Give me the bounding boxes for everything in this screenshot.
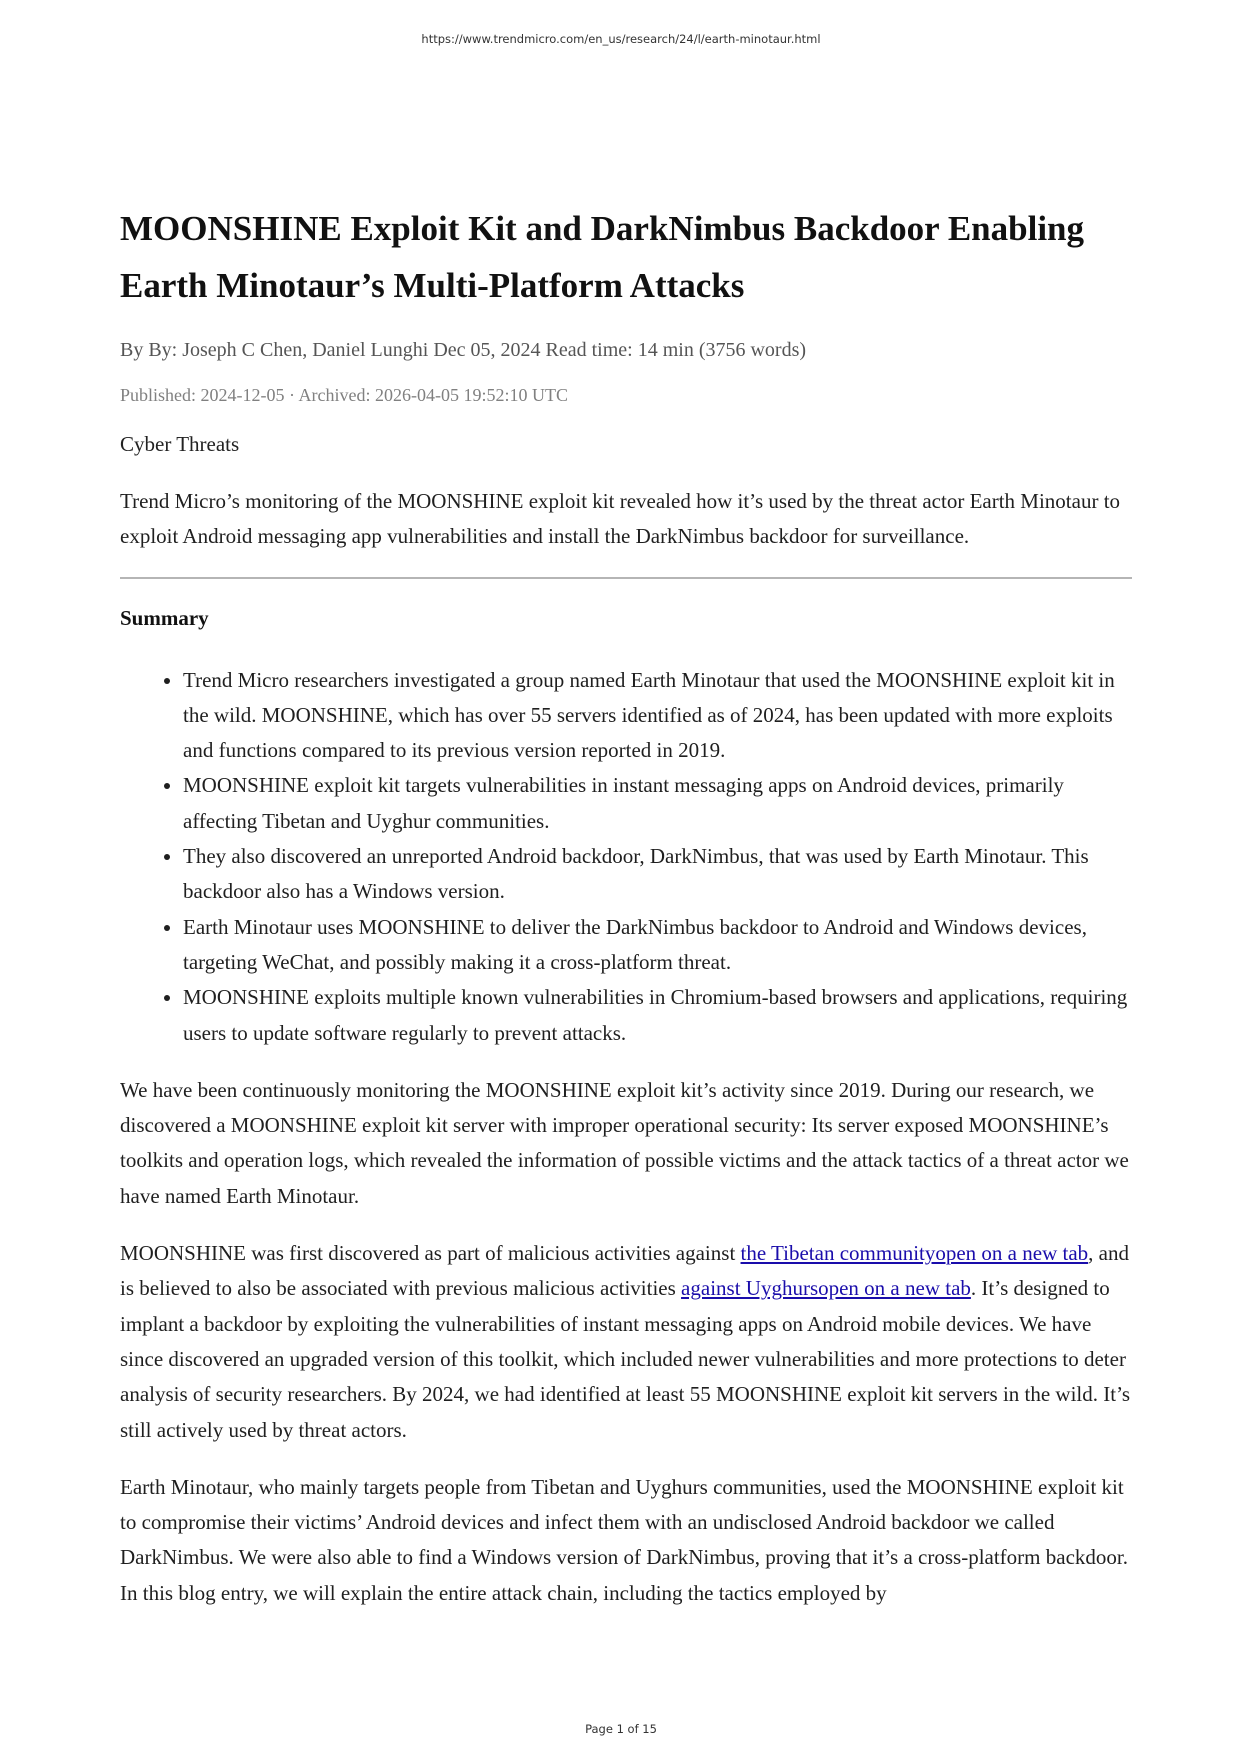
uyghurs-link[interactable]: against Uyghursopen on a new tab	[681, 1276, 971, 1301]
summary-item: • They also discovered an unreported Android backdoor, DarkNimbus, that was used by Earth Minotaur. This backdoor also has a Windows version.	[183, 839, 1132, 910]
page-number: Page 1 of 15	[585, 1722, 657, 1736]
summary-item: • Trend Micro researchers investigated a group named Earth Minotaur that used the MOONSHINE exploit kit in the wild. MOONSHINE, which has over 55 servers identified as of 2024, has been updated with more exploits and functions compared to its previous version reported in 2019.	[183, 663, 1132, 769]
summary-list	[120, 663, 1132, 1051]
summary-item: • Earth Minotaur uses MOONSHINE to deliver the DarkNimbus backdoor to Android and Windows devices, targeting WeChat, and possibly making it a cross-platform threat.	[183, 910, 1132, 981]
paragraph-text: . It’s designed to implant a backdoor by exploiting the vulnerabilities of instant messaging apps on Android mobile devices. We have since discovered an upgraded version of this toolkit, which included newer vulnerabilities and more protections to deter analysis of security researchers. By 2024, we had identified at least 55 MOONSHINE exploit kit servers in the wild. It’s still actively used by threat actors.	[120, 1276, 1131, 1442]
article-title: MOONSHINE Exploit Kit and DarkNimbus Backdoor Enabling Earth Minotaur’s Multi-Platform Attacks	[120, 209, 1085, 305]
summary-heading: Summary	[120, 605, 209, 630]
article-category: Cyber Threats	[120, 432, 240, 456]
article-byline: By By: Joseph C Chen, Daniel Lunghi Dec 05, 2024 Read time: 14 min (3756 words)	[120, 339, 807, 361]
paragraph-text: , and is believed to also be associated with previous malicious activities	[120, 1241, 1129, 1301]
divider	[120, 577, 1132, 579]
article-published-info: Published: 2024-12-05 · Archived: 2026-04-05 19:52:10 UTC	[120, 385, 568, 405]
body-paragraph-2	[120, 1236, 1132, 1448]
body-paragraph-1: We have been continuously monitoring the MOONSHINE exploit kit’s activity since 2019. During our research, we discovered a MOONSHINE exploit kit server with improper operational security: Its server exposed MOONSHINE’s toolkits and operation logs, which revealed the information of possible victims and the attack tactics of a threat actor we have named Earth Minotaur.	[120, 1077, 1129, 1208]
tibetan-community-link[interactable]: the Tibetan communityopen on a new tab	[740, 1241, 1089, 1266]
paragraph-text: MOONSHINE was first discovered as part of malicious activities against	[120, 1241, 741, 1266]
page-url: https://www.trendmicro.com/en_us/research/24/l/earth-minotaur.html	[421, 32, 821, 46]
summary-item: • MOONSHINE exploits multiple known vulnerabilities in Chromium-based browsers and applications, requiring users to update software regularly to prevent attacks.	[183, 980, 1132, 1051]
article	[120, 200, 1132, 1633]
article-intro: Trend Micro’s monitoring of the MOONSHINE exploit kit revealed how it’s used by the threat actor Earth Minotaur to exploit Android messaging app vulnerabilities and install the DarkNimbus backdoor for surveillance.	[120, 489, 1121, 549]
summary-item: • MOONSHINE exploit kit targets vulnerabilities in instant messaging apps on Android devices, primarily affecting Tibetan and Uyghur communities.	[183, 768, 1132, 839]
body-paragraph-3: Earth Minotaur, who mainly targets people from Tibetan and Uyghurs communities, used the MOONSHINE exploit kit to compromise their victims’ Android devices and infect them with an undisclosed Android backdoor we called DarkNimbus. We were also able to find a Windows version of DarkNimbus, proving that it’s a cross-platform backdoor. In this blog entry, we will explain the entire attack chain, including the tactics employed by	[120, 1474, 1128, 1605]
